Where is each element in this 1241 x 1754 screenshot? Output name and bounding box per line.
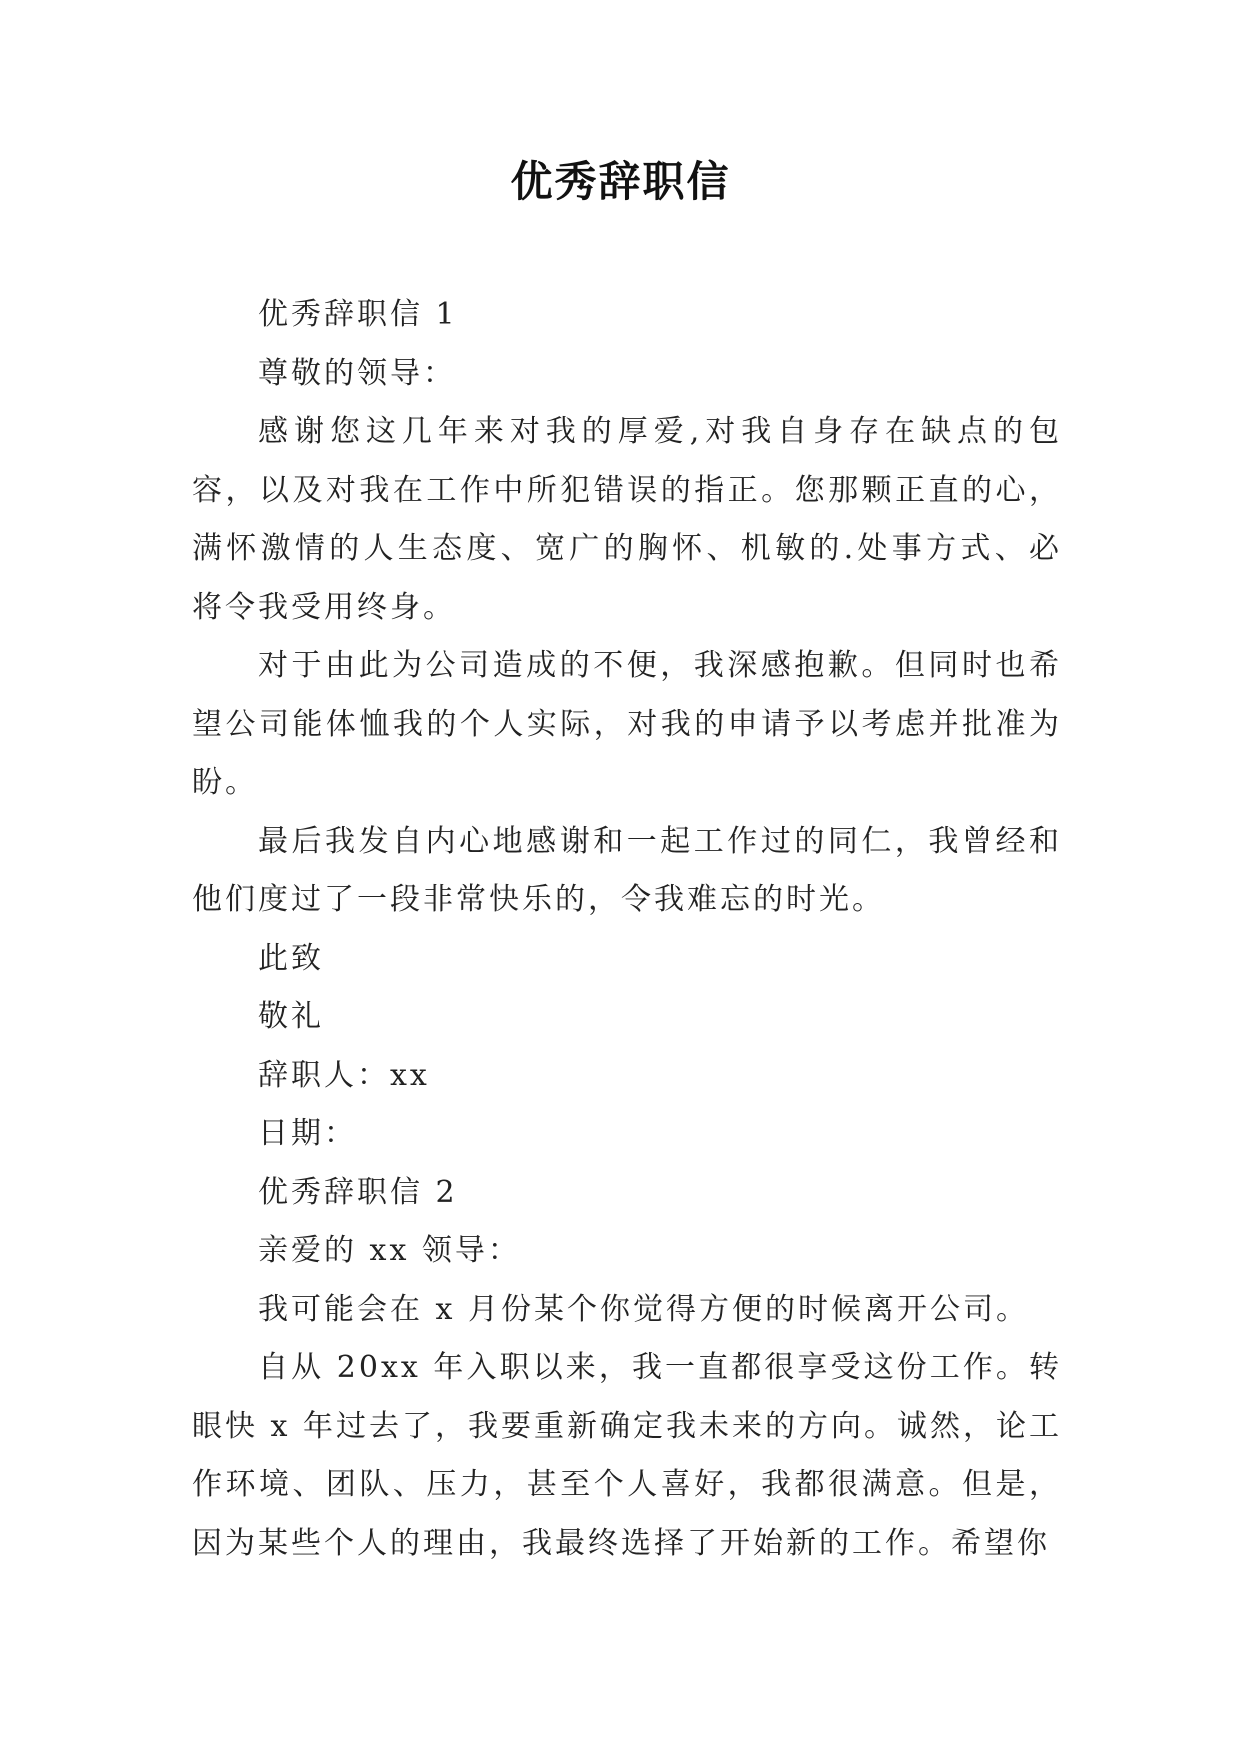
letter1-paragraph-thanks: 感谢您这几年来对我的厚爱,对我自身存在缺点的包容，以及对我在工作中所犯错误的指正。您那颗正直的心，满怀激情的人生态度、宽广的胸怀、机敏的.处事方式、必将令我受用终身。 bbox=[192, 414, 1062, 625]
letter2-salutation: 亲爱的 xx 领导： bbox=[258, 1233, 521, 1268]
letter1-cizhi: 此致 bbox=[258, 940, 324, 976]
letter1-salutation: 尊敬的领导： bbox=[258, 355, 456, 391]
letter2-paragraph-reason: 自从 20xx 年入职以来，我一直都很享受这份工作。转眼快 x 年过去了，我要重新确定我未来的方向。诚然，论工作环境、团队、压力，甚至个人喜好，我都很满意。但是，因为某些个人的理由，我最终选择了开始新的工作。希望你 bbox=[192, 1350, 1062, 1561]
letter2-heading: 优秀辞职信 2 bbox=[258, 1174, 458, 1210]
letter2-paragraph-leave: 我可能会在 x 月份某个你觉得方便的时候离开公司。 bbox=[258, 1291, 1029, 1327]
letter1-heading: 优秀辞职信 1 bbox=[258, 297, 458, 332]
document-body bbox=[192, 286, 1062, 1573]
letter1-date: 日期： bbox=[258, 1116, 357, 1151]
letter1-signer: 辞职人：xx bbox=[258, 1057, 430, 1093]
letter1-paragraph-closing: 最后我发自内心地感谢和一起工作过的同仁，我曾经和他们度过了一段非常快乐的，令我难忘的时光。 bbox=[192, 823, 1062, 917]
letter1-jingli: 敬礼 bbox=[258, 999, 324, 1034]
letter1-paragraph-apology: 对于由此为公司造成的不便，我深感抱歉。但同时也希望公司能体恤我的个人实际，对我的申请予以考虑并批准为盼。 bbox=[192, 648, 1062, 800]
document-title: 优秀辞职信 bbox=[510, 157, 731, 206]
